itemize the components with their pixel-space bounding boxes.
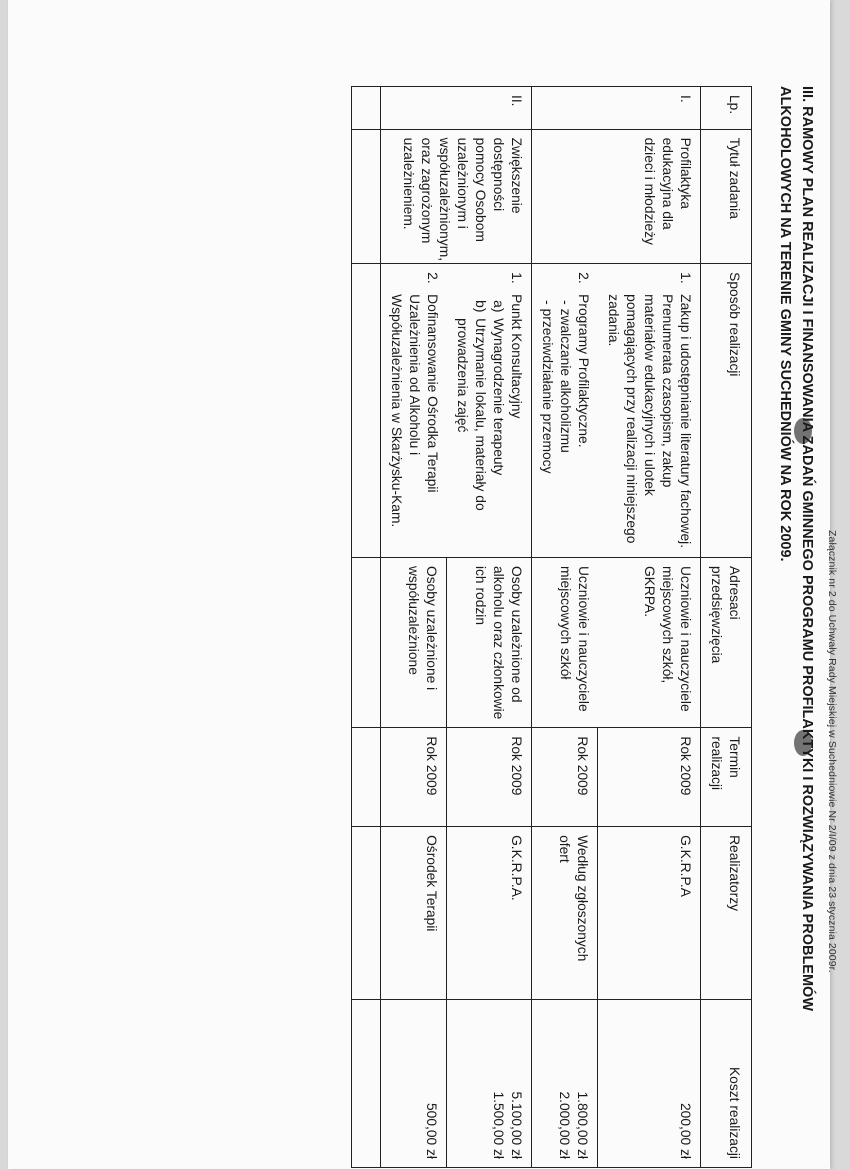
row-recipients: Osoby uzależnione i współuzależnione [381, 557, 448, 727]
method-number: 1. [509, 272, 524, 284]
method-text: Punkt Konsultacyjny [509, 294, 524, 419]
sub-letter: a) [491, 300, 506, 313]
method-sub-item: - przeciwdziałanie przemocy [540, 300, 555, 474]
plan-table [351, 86, 752, 1168]
row-lp: I. [532, 87, 701, 130]
method-sub-item: Utrzymanie lokalu, materiały do prowadzenia zajęć [455, 318, 488, 511]
title-line-1: III. RAMOWY PLAN REALIZACJI I FINANSOWANIA ZADAŃ GMINNEGO PROGRAMU PROFILAKTYKI I ROZWIĄZYWANIA PROBLEMÓW [799, 86, 815, 1012]
empty-bottom-row [352, 87, 381, 1168]
empty-cell [352, 728, 381, 827]
method-text: Programy Profilaktyczne. [576, 294, 591, 448]
row-recipients: Osoby uzależnione od alkoholu oraz członkowie ich rodzin [447, 557, 532, 727]
row-cost: 500,00 zł [381, 999, 448, 1167]
title-line-2: ALKOHOLOWYCH NA TERENIE GMINY SUCHEDNIÓW NA ROK 2009. [777, 86, 793, 562]
row-executors: Ośrodek Terapii [381, 827, 448, 1000]
table-row [447, 87, 532, 1168]
header-method: Sposób realizacji [701, 264, 752, 558]
row-term: Rok 2009 [532, 728, 599, 827]
header-lp: Lp. [701, 87, 752, 130]
row-term: Rok 2009 [381, 728, 448, 827]
row-executors: Według zgłoszonych ofert [532, 827, 599, 1000]
header-cost: Koszt realizacji [701, 999, 752, 1167]
row-method [381, 264, 448, 558]
row-method [447, 264, 532, 558]
cost-line: 2.000,00 zł [557, 1091, 573, 1159]
row-cost [532, 999, 599, 1167]
row-method [532, 264, 599, 558]
header-recipients: Adresaci przedsięwzięcia [701, 557, 752, 727]
method-number: 2. [425, 272, 440, 284]
row-executors: G.K.R.P.A. [447, 827, 532, 1000]
method-sub-item: Wynagrodzenie terapeuty [491, 318, 506, 476]
header-title: Tytuł zadania [701, 129, 752, 264]
empty-cell [352, 827, 381, 1000]
cost-line: 1.500,00 zł [491, 1091, 506, 1159]
row-title: Profilaktyka edukacyjna dla dzieci i młodzieży [532, 129, 701, 264]
page-title [774, 86, 818, 1116]
method-sub-item: - zwalczanie alkoholizmu [558, 300, 573, 453]
row-cost: 200,00 zł [598, 999, 701, 1167]
empty-cell [352, 129, 381, 264]
header-executors: Realizatorzy [701, 827, 752, 1000]
row-executors: G.K.R.P.A [598, 827, 701, 1000]
header-term: Termin realizacji [701, 728, 752, 827]
cost-line: 1.800,00 zł [575, 1091, 591, 1159]
attachment-note: Załącznik nr 2 do Uchwały Rady Miejskiej w Suchedniowie Nr 2/I/09 z dnia 23 stycznia 2009r. [826, 530, 838, 973]
sub-letter: b) [473, 300, 488, 313]
table-header-row [701, 87, 752, 1168]
method-number: 1. [678, 272, 693, 284]
table-row [598, 87, 701, 1168]
row-lp: II. [381, 87, 532, 130]
empty-cell [352, 87, 381, 130]
method-text: Zakup i udostępnianie literatury fachowej. Prenumerata czasopism, zakup materiałów edukacyjnych i ulotek pomagających przy realizacji niniejszego zadania. [606, 294, 693, 549]
empty-cell [352, 557, 381, 727]
empty-cell [352, 264, 381, 558]
empty-cell [352, 999, 381, 1167]
method-number: 2. [576, 272, 591, 284]
row-term: Rok 2009 [598, 728, 701, 827]
row-title: Zwiększenie dostępności pomocy Osobom uzależnionym i współuzależnionym, oraz zagrożonym uzależnieniem. [381, 129, 532, 264]
row-cost [447, 999, 532, 1167]
method-text: Dofinansowanie Ośrodka Terapii Uzależnienia od Alkoholu i Współuzależnienia w Skarżysku-Kam. [389, 294, 440, 528]
row-recipients: Uczniowie i nauczyciele miejscowych szkół [532, 557, 599, 727]
row-method [598, 264, 701, 558]
cost-line: 5.100,00 zł [509, 1091, 524, 1159]
row-term: Rok 2009 [447, 728, 532, 827]
row-recipients: Uczniowie i nauczyciele miejscowych szkół, GKRPA. [598, 557, 701, 727]
